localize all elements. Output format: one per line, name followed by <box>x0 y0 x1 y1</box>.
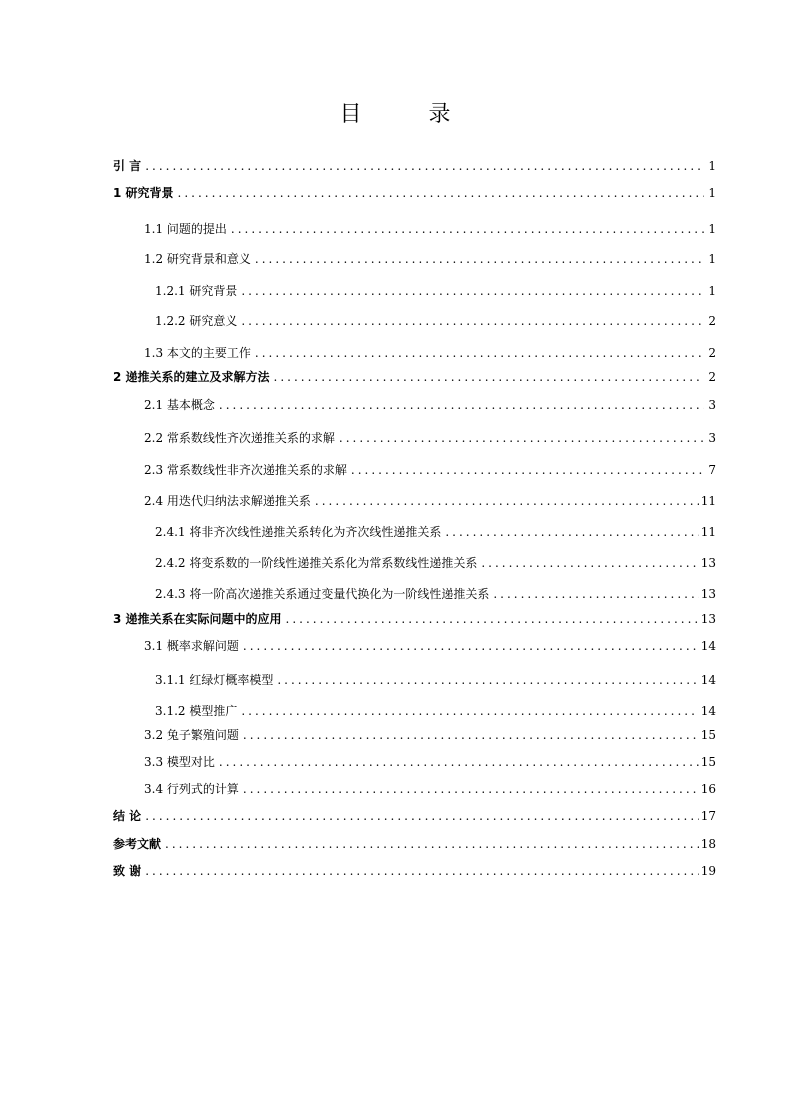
toc-entry-label: 参考文献 <box>113 837 162 851</box>
toc-entry-page: 17 <box>700 809 716 823</box>
toc-entry-page: 2 <box>708 314 716 328</box>
toc-leader-dots <box>351 462 704 478</box>
toc-entry-page: 2 <box>708 370 716 384</box>
toc-leader-dots <box>241 313 704 329</box>
toc-entry[interactable] <box>144 727 716 743</box>
toc-entry-label: 3.3 模型对比 <box>144 755 215 769</box>
toc-entry-page: 16 <box>700 782 716 796</box>
toc-entry-page: 1 <box>708 252 716 266</box>
toc-entry[interactable] <box>155 313 716 329</box>
toc-entry-page: 3 <box>708 431 716 445</box>
toc-leader-dots <box>243 727 699 743</box>
toc-entry-label: 2.1 基本概念 <box>144 398 215 412</box>
toc-entry[interactable] <box>155 703 716 719</box>
toc-entry-page: 15 <box>700 728 716 742</box>
toc-leader-dots <box>165 836 699 852</box>
toc-entry-label: 引 言 <box>113 159 142 173</box>
toc-entry-page: 11 <box>700 525 716 539</box>
toc-entry-label: 2.4 用迭代归纳法求解递推关系 <box>144 494 311 508</box>
toc-entry[interactable] <box>113 369 716 385</box>
toc-leader-dots <box>286 611 699 627</box>
toc-entry-label: 3.4 行列式的计算 <box>144 782 239 796</box>
toc-entry-label: 2.4.2 将变系数的一阶线性递推关系化为常系数线性递推关系 <box>155 556 478 570</box>
toc-entry-label: 2.4.3 将一阶高次递推关系通过变量代换化为一阶线性递推关系 <box>155 587 490 601</box>
toc-entry[interactable] <box>155 672 716 688</box>
toc-entry-page: 7 <box>708 463 716 477</box>
toc-entry[interactable] <box>113 836 716 852</box>
toc-entry[interactable] <box>144 397 716 413</box>
toc-leader-dots <box>145 158 704 174</box>
toc-leader-dots <box>241 703 698 719</box>
toc-entry[interactable] <box>144 754 716 770</box>
toc-entry-page: 14 <box>700 639 716 653</box>
toc-entry[interactable] <box>144 345 716 361</box>
toc-entry-page: 13 <box>700 612 716 626</box>
toc-leader-dots <box>445 524 698 540</box>
toc-entry-page: 15 <box>700 755 716 769</box>
toc-leader-dots <box>243 638 699 654</box>
toc-entry-label: 1.3 本文的主要工作 <box>144 346 251 360</box>
toc-entry[interactable] <box>144 781 716 797</box>
toc-entry-label: 2.3 常系数线性非齐次递推关系的求解 <box>144 463 347 477</box>
toc-leader-dots <box>339 430 704 446</box>
toc-entry-label: 3.2 兔子繁殖问题 <box>144 728 239 742</box>
toc-entry-page: 18 <box>700 837 716 851</box>
toc-entry-label: 1.2.1 研究背景 <box>155 284 238 298</box>
toc-entry[interactable] <box>155 555 716 571</box>
toc-entry-page: 1 <box>708 186 716 200</box>
toc-leader-dots <box>255 251 704 267</box>
toc-entry[interactable] <box>144 493 716 509</box>
toc-entry-page: 19 <box>700 864 716 878</box>
toc-leader-dots <box>145 863 699 879</box>
toc-entry-page: 13 <box>700 587 716 601</box>
toc-entry-label: 3.1 概率求解问题 <box>144 639 239 653</box>
toc-entry[interactable] <box>113 611 716 627</box>
toc-leader-dots <box>481 555 698 571</box>
toc-leader-dots <box>219 397 704 413</box>
toc-entry-page: 2 <box>708 346 716 360</box>
toc-leader-dots <box>243 781 699 797</box>
toc-entry-label: 致 谢 <box>113 864 142 878</box>
toc-entry-label: 2 递推关系的建立及求解方法 <box>113 370 270 384</box>
toc-entry-label: 2.4.1 将非齐次线性递推关系转化为齐次线性递推关系 <box>155 525 442 539</box>
toc-leader-dots <box>231 221 704 237</box>
toc-entry-label: 2.2 常系数线性齐次递推关系的求解 <box>144 431 335 445</box>
toc-leader-dots <box>315 493 699 509</box>
toc-leader-dots <box>219 754 699 770</box>
toc-leader-dots <box>178 185 704 201</box>
toc-entry-label: 1.2 研究背景和意义 <box>144 252 251 266</box>
toc-entry[interactable] <box>113 185 716 201</box>
toc-entry[interactable] <box>144 638 716 654</box>
toc-entry[interactable] <box>144 251 716 267</box>
toc-leader-dots <box>255 345 704 361</box>
toc-entry-page: 1 <box>708 222 716 236</box>
toc-entry-label: 3.1.2 模型推广 <box>155 704 238 718</box>
toc-leader-dots <box>274 369 704 385</box>
toc-entry-page: 13 <box>700 556 716 570</box>
toc-entry[interactable] <box>155 283 716 299</box>
toc-entry-page: 14 <box>700 704 716 718</box>
toc-leader-dots <box>277 672 698 688</box>
toc-entry[interactable] <box>155 586 716 602</box>
toc-entry-label: 1 研究背景 <box>113 186 174 200</box>
toc-entry[interactable] <box>113 808 716 824</box>
toc-entry-page: 14 <box>700 673 716 687</box>
toc-entry-label: 结 论 <box>113 809 142 823</box>
toc-title: 目 录 <box>339 102 481 127</box>
toc-entry-label: 1.1 问题的提出 <box>144 222 227 236</box>
toc-entry-label: 3 递推关系在实际问题中的应用 <box>113 612 282 626</box>
toc-entry[interactable] <box>113 863 716 879</box>
toc-entry-page: 3 <box>708 398 716 412</box>
toc-leader-dots <box>493 586 698 602</box>
toc-entry[interactable] <box>144 462 716 478</box>
toc-entry[interactable] <box>113 158 716 174</box>
toc-entry[interactable] <box>144 430 716 446</box>
toc-entry-label: 1.2.2 研究意义 <box>155 314 238 328</box>
toc-leader-dots <box>145 808 699 824</box>
toc-entry[interactable] <box>155 524 716 540</box>
toc-entry[interactable] <box>144 221 716 237</box>
toc-entry-page: 1 <box>708 159 716 173</box>
toc-entry-page: 11 <box>700 494 716 508</box>
toc-entry-page: 1 <box>708 284 716 298</box>
toc-leader-dots <box>241 283 704 299</box>
toc-entry-label: 3.1.1 红绿灯概率模型 <box>155 673 274 687</box>
